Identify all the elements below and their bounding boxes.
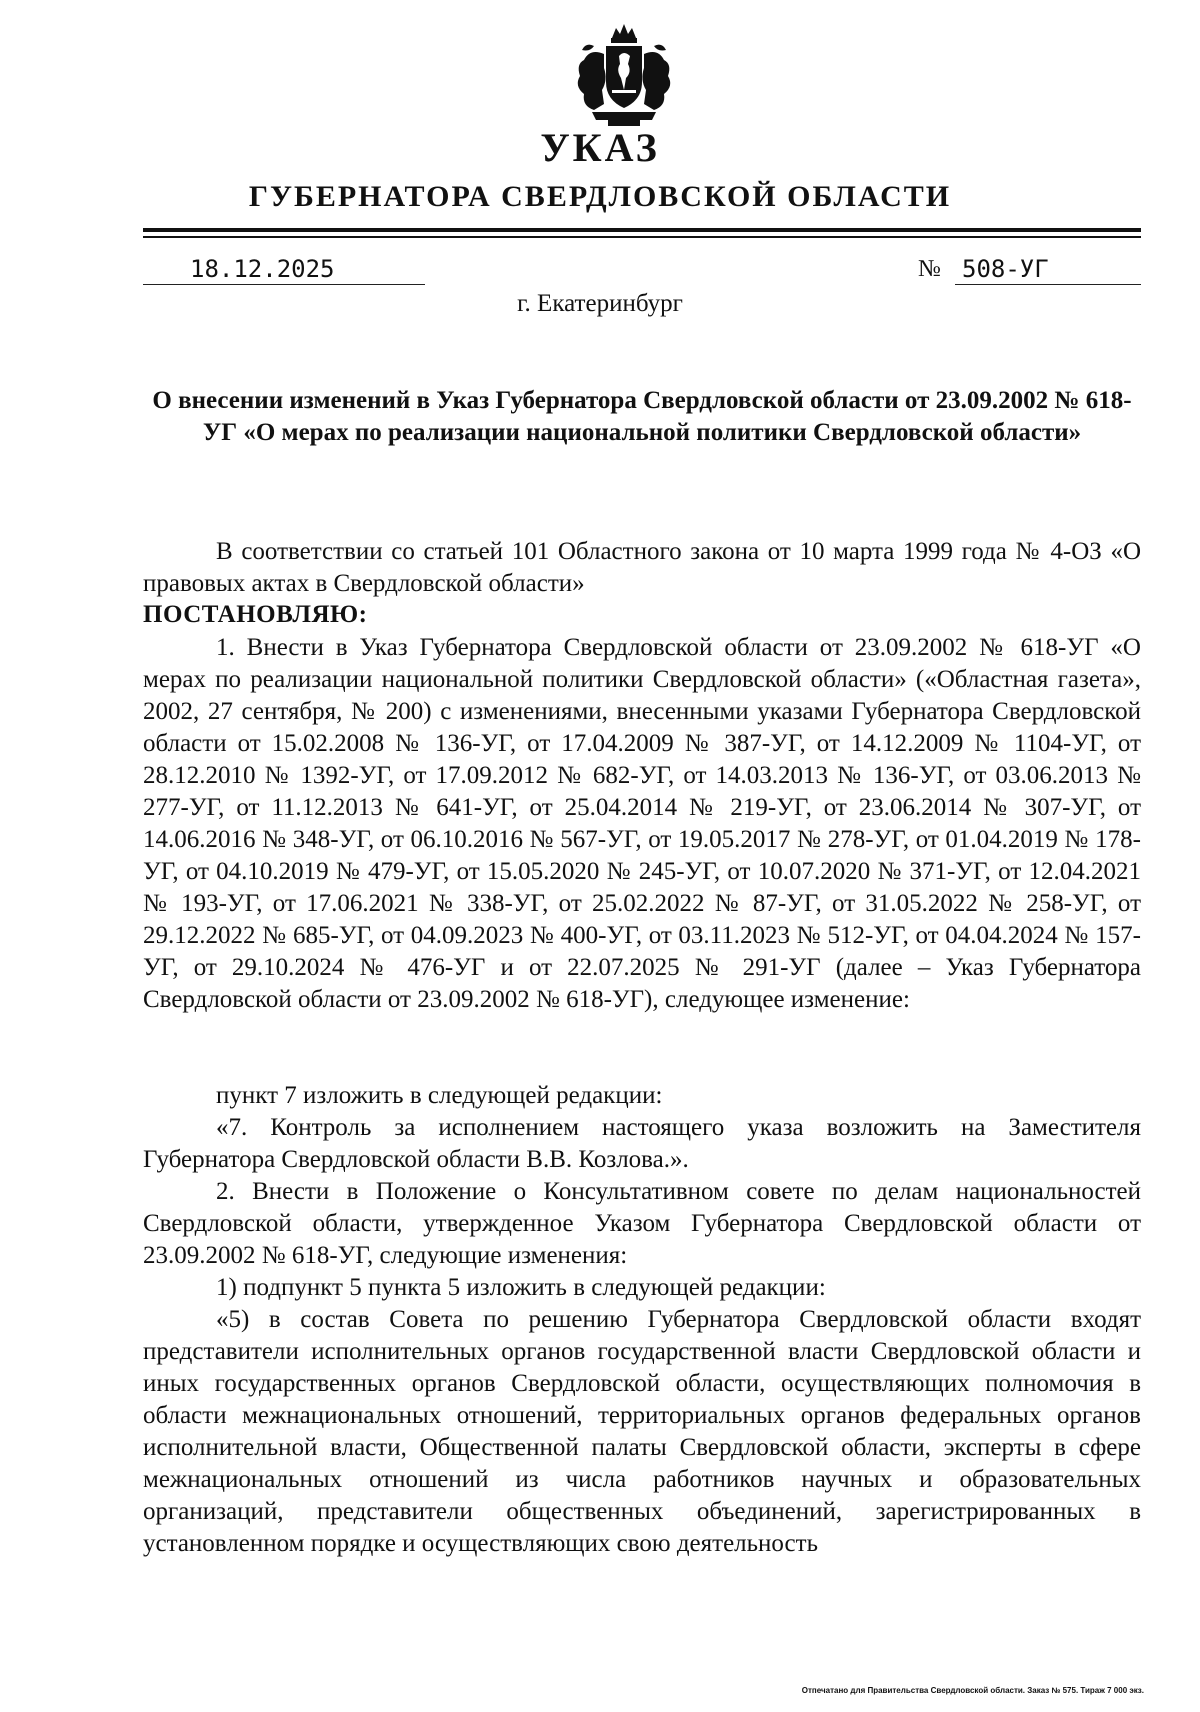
header-divider — [143, 228, 1141, 232]
item-1-quote: «7. Контроль за исполнением настоящего указа возложить на Заместителя Губернатора Свердловской области В.В. Козлова.». — [143, 1114, 1141, 1173]
item-2: 2. Внести в Положение о Консультативном совете по делам национальностей Свердловской области, утвержденное Указом Губернатора Свердловской области от 23.09.2002 № 618-УГ, следующие изменения: — [143, 1178, 1141, 1269]
preamble: В соответствии со статьей 101 Областного закона от 10 марта 1999 года № 4-ОЗ «О правовых актах в Свердловской области» — [143, 538, 1141, 597]
number-underline — [955, 284, 1141, 285]
document-date: 18.12.2025 — [190, 255, 335, 283]
date-underline — [143, 284, 425, 285]
header-divider-thin — [143, 236, 1141, 238]
number-sign: № — [918, 256, 941, 282]
item-2-quote: «5) в состав Совета по решению Губернатора Свердловской области входят представители исполнительных органов государственной власти Свердловской области и иных государственных органов Свердловской области, осуществляющих полномочия в области межнациональных отношений, территориальных органов федеральных органов исполнительной власти, Общественной палаты Свердловской области, эксперты в сфере межнациональных отношений из числа работников научных и образовательных организаций, представители общественных объединений, зарегистрированных в установленном порядке и осуществляющих свою деятельность — [143, 1306, 1141, 1557]
coat-of-arms-icon — [564, 20, 684, 130]
document-type: УКАЗ — [540, 125, 660, 170]
issuing-authority: ГУБЕРНАТОРА СВЕРДЛОВСКОЙ ОБЛАСТИ — [248, 180, 952, 213]
print-note: Отпечатано для Правительства Свердловской области. Заказ № 575. Тираж 7 000 экз. — [801, 1686, 1144, 1695]
issue-city: г. Екатеринбург — [517, 290, 683, 317]
decree-word: ПОСТАНОВЛЯЮ: — [143, 601, 368, 628]
item-2-subitem: 1) подпункт 5 пункта 5 изложить в следующей редакции: — [216, 1274, 826, 1301]
document-title: О внесении изменений в Указ Губернатора Свердловской области от 23.09.2002 № 618-УГ «О мерах по реализации национальной политики Свердловской области» — [152, 387, 1132, 446]
item-1-subitem: пункт 7 изложить в следующей редакции: — [216, 1082, 663, 1109]
item-1: 1. Внести в Указ Губернатора Свердловской области от 23.09.2002 № 618-УГ «О мерах по реализации национальной политики Свердловской области» («Областная газета», 2002, 27 сентября, № 200) с изменениями, внесенными указами Губернатора Свердловской области от 15.02.2008 № 136-УГ, от 17.04.2009 № 387-УГ, от 14.12.2009 № 1104-УГ, от 28.12.2010 № 1392-УГ, от 17.09.2012 № 682-УГ, от 14.03.2013 № 136-УГ, от 03.06.2013 № 277-УГ, от 11.12.2013 № 641-УГ, от 25.04.2014 № 219-УГ, от 23.06.2014 № 307-УГ, от 14.06.2016 № 348-УГ, от 06.10.2016 № 567-УГ, от 19.05.2017 № 278-УГ, от 01.04.2019 № 178-УГ, от 04.10.2019 № 479-УГ, от 15.05.2020 № 245-УГ, от 10.07.2020 № 371-УГ, от 12.04.2021 № 193-УГ, от 17.06.2021 № 338-УГ, от 25.02.2022 № 87-УГ, от 31.05.2022 № 258-УГ, от 29.12.2022 № 685-УГ, от 04.09.2023 № 400-УГ, от 03.11.2023 № 512-УГ, от 04.04.2024 № 157-УГ, от 29.10.2024 № 476-УГ и от 22.07.2025 № 291-УГ (далее – Указ Губернатора Свердловской области от 23.09.2002 № 618-УГ), следующее изменение: — [143, 634, 1141, 1013]
document-number: 508-УГ — [962, 255, 1049, 283]
